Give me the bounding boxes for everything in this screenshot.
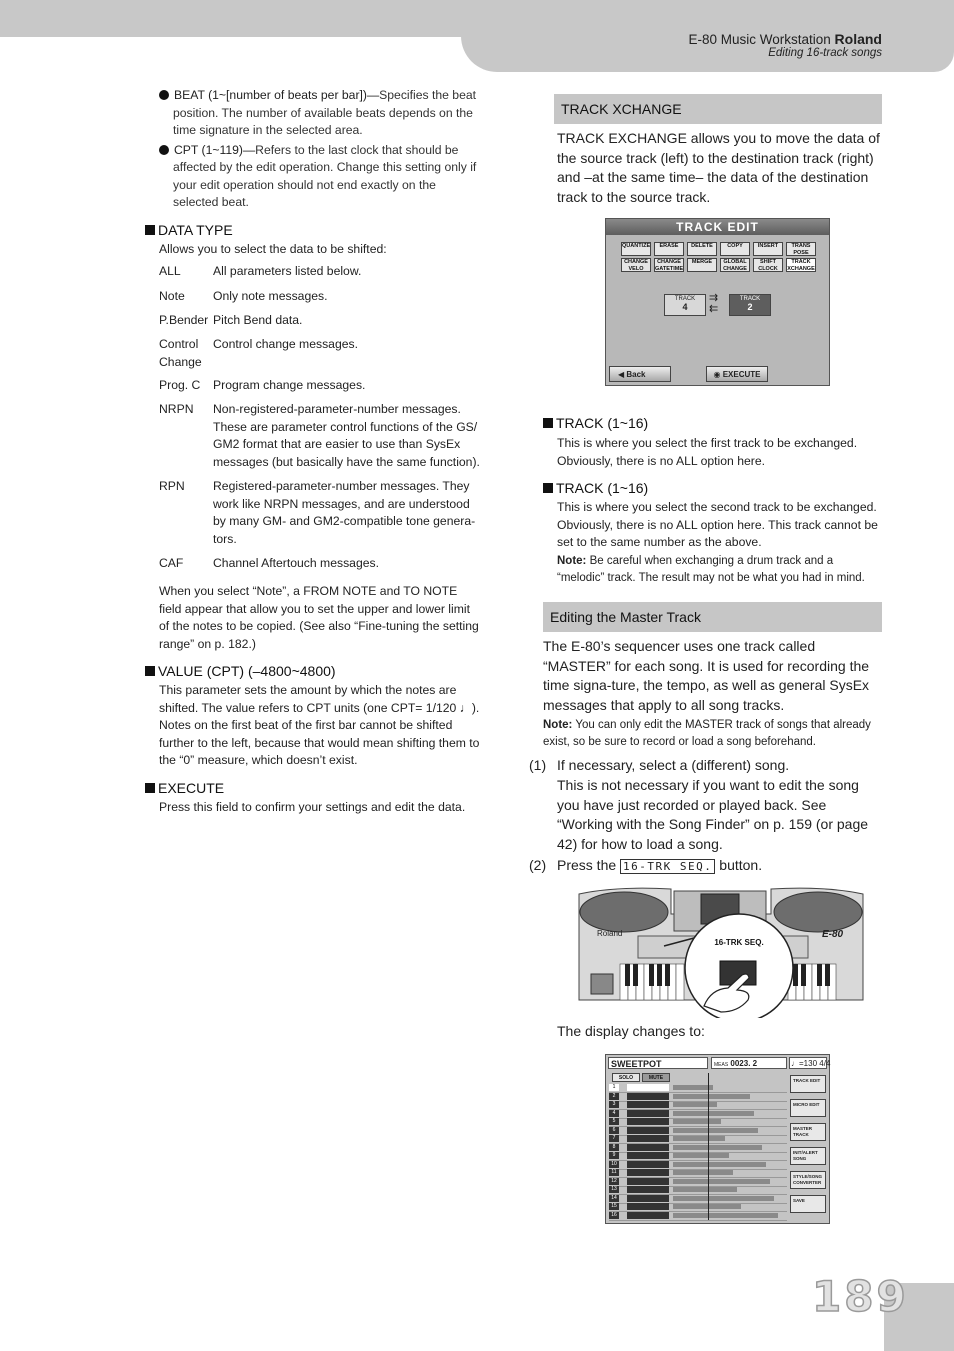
- track-number: 1: [609, 1084, 619, 1091]
- track-number: 12: [609, 1178, 619, 1185]
- header-subtitle: Editing 16-track songs: [768, 47, 882, 59]
- step-2-text: Press the 16-TRK SEQ. button.: [557, 857, 763, 873]
- track-name-field: [627, 1084, 669, 1091]
- step-1-text: This is not necessary if you want to edit the song you have just recorded or played back. See “Working with the Song Finder” on p. 159 (or page 42) for how to load a song.: [557, 777, 869, 852]
- bullet-label: CPT (1~119)—: [174, 142, 256, 157]
- heading-track-1: TRACK (1~16): [543, 415, 648, 431]
- brand-name: Roland: [834, 31, 882, 47]
- square-bullet-icon: [145, 225, 155, 235]
- side-button-column: [790, 1075, 828, 1221]
- square-bullet-icon: [145, 783, 155, 793]
- page-number: 189: [812, 1272, 909, 1321]
- bullet-text: Specifies the beat position. The number of available beats depends on the time signature in the selected area.: [173, 88, 477, 137]
- side-button[interactable]: INIT/ALERT SONG: [790, 1147, 826, 1165]
- track-a-field[interactable]: [664, 294, 706, 316]
- track-data-lane: [673, 1145, 762, 1150]
- track-list: [609, 1084, 789, 1220]
- track-number: 11: [609, 1169, 619, 1176]
- bullet-cpt: [159, 142, 484, 212]
- track-name-field: [627, 1118, 669, 1125]
- track-number: 4: [609, 1110, 619, 1117]
- bullet-icon: [159, 145, 169, 155]
- track-name-field: [627, 1110, 669, 1117]
- track-number: 6: [609, 1127, 619, 1134]
- track-a-label: TRACK: [674, 296, 696, 302]
- heading-track-2: TRACK (1~16): [543, 480, 648, 496]
- step-1-number: (1): [529, 757, 547, 773]
- track-number: 9: [609, 1152, 619, 1159]
- execute-text: Press this field to confirm your settings and edit the data.: [159, 800, 466, 814]
- keyboard-illustration: [576, 886, 866, 1018]
- step-2-number: (2): [529, 857, 547, 873]
- exchange-arrows-icon: ⇉ ⇇: [709, 292, 719, 315]
- track-name-field: [627, 1127, 669, 1134]
- track-xchange-text: TRACK EXCHANGE allows you to move the data of the source track (left) to the destination track (right) and –at the same time– the data of the destination track to the source track.: [557, 130, 880, 205]
- song-name: SWEETPOT: [608, 1057, 708, 1069]
- keyboard-brand: Roland: [597, 929, 623, 938]
- quantize-button[interactable]: QUANTIZE: [621, 242, 651, 256]
- track-b-field[interactable]: [729, 294, 771, 316]
- side-button[interactable]: MICRO EDIT: [790, 1099, 826, 1117]
- side-button[interactable]: STYLE/SONG CONVERTER: [790, 1171, 826, 1189]
- track-name-field: [627, 1212, 669, 1219]
- square-bullet-icon: [145, 666, 155, 676]
- display-changes-text: The display changes to:: [557, 1023, 705, 1039]
- track-data-lane: [673, 1111, 754, 1116]
- callout-label: 16-TRK SEQ.: [714, 938, 764, 947]
- heading-execute: EXECUTE: [145, 780, 224, 796]
- note-label: Note:: [543, 719, 573, 731]
- track-name-field: [627, 1093, 669, 1100]
- track-name-field: [627, 1144, 669, 1151]
- master-text: The E-80’s sequencer uses one track called “MASTER” for each song. It is used for recording the time signa-ture, the tempo, as well as general SysEx messages that apply to all song tracks.: [543, 638, 870, 713]
- square-bullet-icon: [543, 418, 553, 428]
- change-gatetime-button[interactable]: CHANGE GATETIME: [655, 259, 684, 272]
- delete-button[interactable]: DELETE: [687, 242, 717, 256]
- transpose-button[interactable]: TRANS POSE: [786, 242, 816, 256]
- screen-title: TRACK EDIT: [606, 219, 829, 235]
- track-b-value: 2: [747, 302, 753, 312]
- track-number: 10: [609, 1161, 619, 1168]
- track-number: 8: [609, 1144, 619, 1151]
- copy-button[interactable]: COPY: [720, 242, 750, 256]
- track-data-lane: [673, 1170, 733, 1175]
- track-data-lane: [673, 1204, 741, 1209]
- change-velo-button[interactable]: CHANGE VELO: [621, 258, 651, 272]
- track-xchange-button[interactable]: TRACK XCHANGE: [787, 259, 815, 272]
- track-edit-screen: [605, 218, 830, 386]
- track-name-field: [627, 1161, 669, 1168]
- track-name-field: [627, 1152, 669, 1159]
- note-text: You can only edit the MASTER track of songs that already exist, so be sure to record or load a song beforehand.: [543, 719, 871, 748]
- side-button[interactable]: SAVE: [790, 1195, 826, 1213]
- track-number: 15: [609, 1203, 619, 1210]
- track-name-field: [627, 1186, 669, 1193]
- square-bullet-icon: [543, 483, 553, 493]
- track-number: 7: [609, 1135, 619, 1142]
- master-note: [543, 717, 883, 751]
- track-data-lane: [673, 1128, 758, 1133]
- 16-trk-seq-button-label: 16-TRK SEQ.: [620, 859, 715, 874]
- track-2-text: This is where you select the second track to be exchanged. Obviously, there is no ALL option here. This track cannot be set to the same number as the above.: [557, 500, 878, 549]
- track-name-field: [627, 1203, 669, 1210]
- global-change-button[interactable]: GLOBAL CHANGE: [720, 258, 750, 272]
- section-bar-track-xchange: TRACK XCHANGE: [554, 94, 882, 124]
- data-type-intro: Allows you to select the data to be shifted:: [159, 242, 387, 256]
- playhead: [708, 1073, 709, 1220]
- heading-value: VALUE (CPT) (–4800~4800): [145, 663, 336, 679]
- track-row[interactable]: [609, 1212, 787, 1221]
- tempo-display: ♩=130 4/4: [791, 1059, 831, 1068]
- track-a-value: 4: [682, 302, 688, 312]
- track-data-lane: [673, 1162, 766, 1167]
- mute-button[interactable]: MUTE: [642, 1073, 670, 1082]
- track-data-lane: [673, 1153, 729, 1158]
- data-type-note: When you select “Note”, a FROM NOTE and TO NOTE field appear that allow you to set the upper and lower limit of the notes to be copied. (See also “Fine-tuning the setting range” on p. 182.): [159, 584, 479, 651]
- track-data-lane: [673, 1196, 774, 1201]
- track-name-field: [627, 1195, 669, 1202]
- step-1-title: If necessary, select a (different) song.: [557, 757, 790, 773]
- insert-button[interactable]: INSERT: [753, 242, 783, 256]
- bullet-label: BEAT (1~[number of beats per bar])—: [174, 88, 380, 102]
- track-number: 13: [609, 1186, 619, 1193]
- track-1-text: This is where you select the first track to be exchanged. Obviously, there is no ALL option here.: [557, 436, 858, 468]
- bullet-text: Refers to the last clock that should be affected by the edit operation. Change this setting only if your edit operation should not end exactly on the selected beat.: [173, 142, 477, 209]
- note-label: Note:: [557, 555, 587, 567]
- keyboard-model: E-80: [822, 929, 844, 940]
- back-button[interactable]: ◀ Back: [609, 366, 671, 382]
- back-icon: ◀: [618, 370, 627, 379]
- track-data-lane: [673, 1094, 750, 1099]
- bullet-beat: [159, 87, 484, 140]
- measure-display: MEAS 0023. 2: [711, 1057, 787, 1069]
- track-data-lane: [673, 1179, 770, 1184]
- bullet-icon: [159, 90, 169, 100]
- track-number: 5: [609, 1118, 619, 1125]
- track-data-lane: [673, 1085, 713, 1090]
- side-button[interactable]: MASTER TRACK: [790, 1123, 826, 1141]
- track-name-field: [627, 1178, 669, 1185]
- side-button[interactable]: TRACK EDIT: [790, 1075, 826, 1093]
- value-text: This parameter sets the amount by which the notes are shifted. The value refers to CPT units (one CPT= 1/120 ♩). Notes on the first beat of the first bar cannot be shifted further to the left, because that would mean shifting them to the “0” measure, which doesn’t exist.: [159, 683, 480, 767]
- track-data-lane: [673, 1119, 721, 1124]
- track-name-field: [627, 1169, 669, 1176]
- section-bar-master-track: Editing the Master Track: [543, 602, 882, 632]
- track-number: 14: [609, 1195, 619, 1202]
- track-data-lane: [673, 1187, 737, 1192]
- product-name: E-80 Music Workstation: [688, 32, 831, 47]
- track-b-label: TRACK: [739, 296, 761, 302]
- track-number: 16: [609, 1212, 619, 1219]
- track-number: 3: [609, 1101, 619, 1108]
- solo-button[interactable]: SOLO: [612, 1073, 640, 1082]
- note-text: Be careful when exchanging a drum track and a “melodic” track. The result may not be what you had in mind.: [557, 555, 865, 584]
- header-title: [688, 31, 882, 47]
- track-data-lane: [673, 1136, 725, 1141]
- execute-button[interactable]: ◉ EXECUTE: [706, 366, 768, 382]
- track-2-note: [557, 553, 882, 587]
- track-name-field: [627, 1135, 669, 1142]
- track-number: 2: [609, 1093, 619, 1100]
- track-data-lane: [673, 1102, 717, 1107]
- song-screen: [605, 1054, 830, 1224]
- heading-data-type: DATA TYPE: [145, 222, 233, 238]
- shift-clock-button[interactable]: SHIFT CLOCK: [753, 258, 783, 272]
- track-data-lane: [673, 1213, 778, 1218]
- track-name-field: [627, 1101, 669, 1108]
- merge-button[interactable]: MERGE: [687, 258, 717, 272]
- bullet-list: [159, 87, 484, 212]
- erase-button[interactable]: ERASE: [654, 242, 684, 256]
- execute-icon: ◉: [713, 370, 723, 379]
